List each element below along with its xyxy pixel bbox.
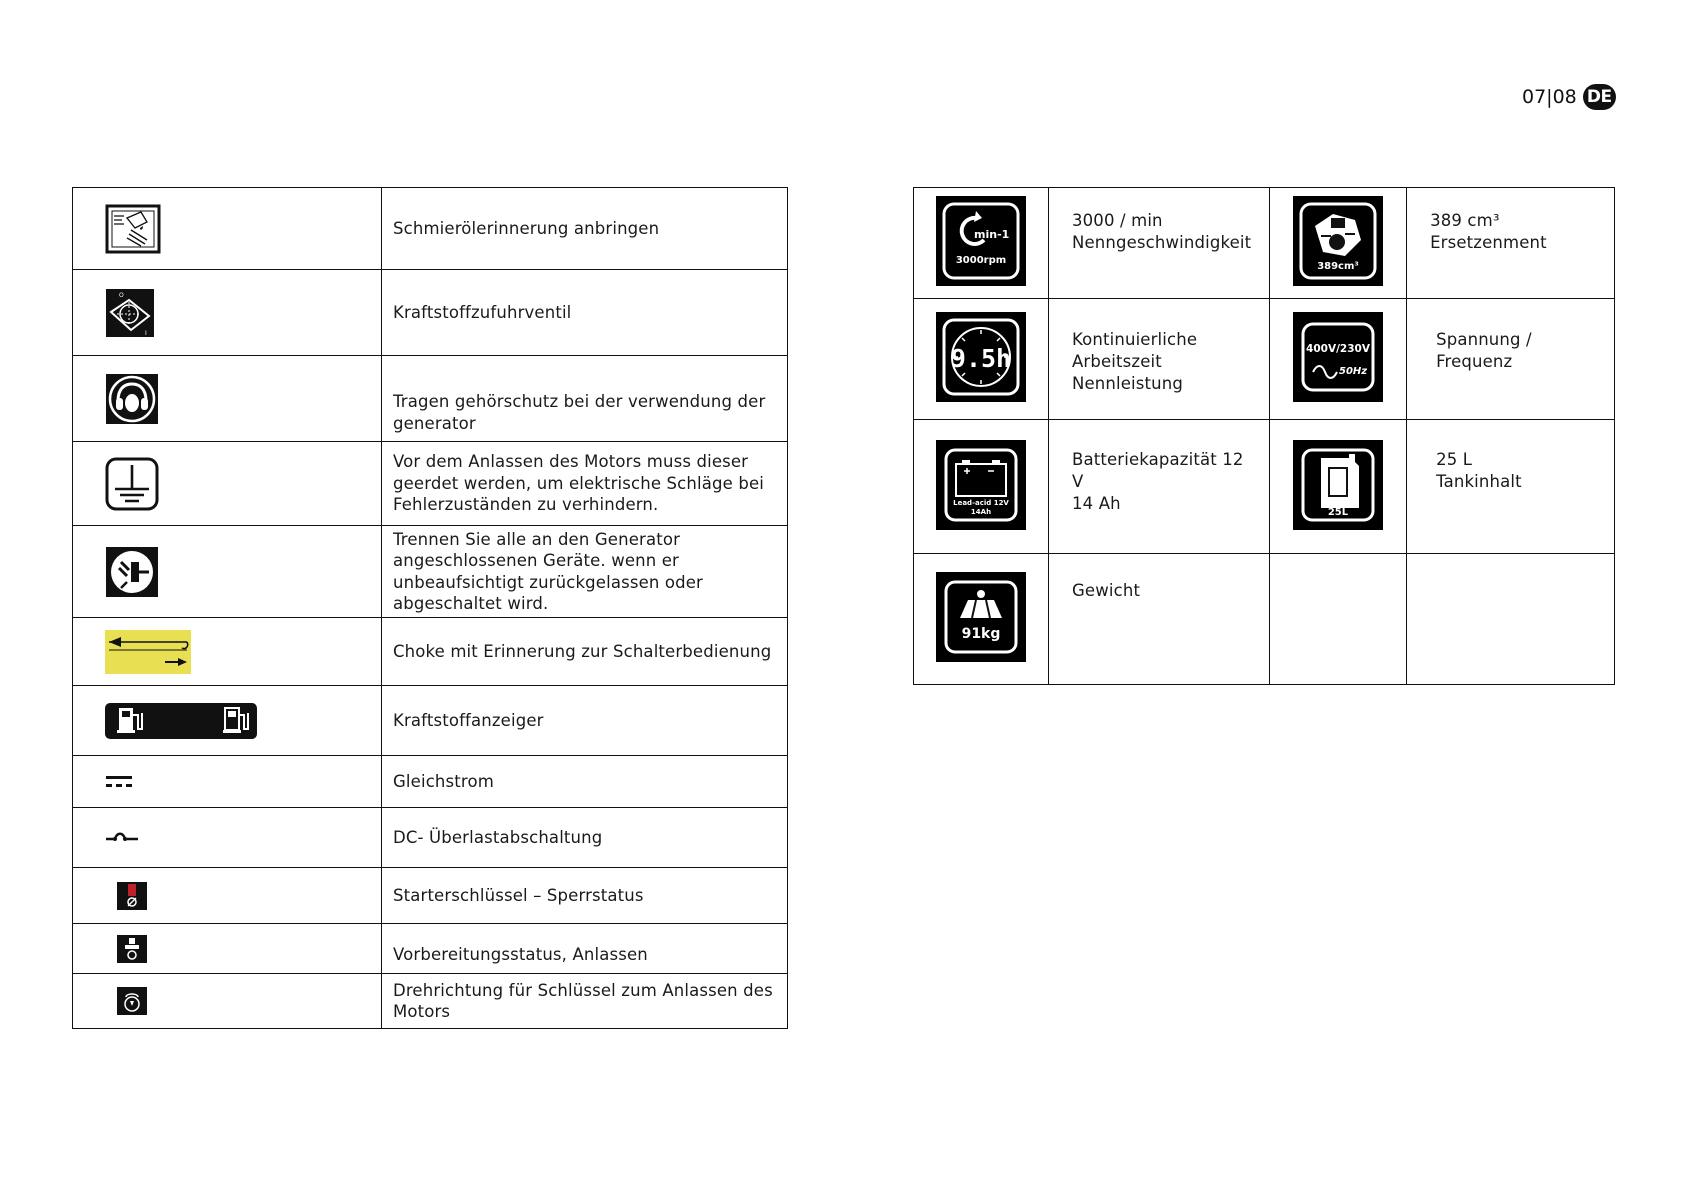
- ground-icon: [105, 457, 159, 511]
- battery-type-text: Lead-acid 12V: [953, 498, 1009, 507]
- weight-label: Gewicht: [1072, 581, 1141, 600]
- icon-cell: [1270, 188, 1407, 299]
- speed-tile: [936, 196, 1026, 286]
- table-row: [73, 924, 788, 974]
- voltage-label: Spannung / Frequenz: [1436, 330, 1532, 371]
- engine-icon: [1293, 196, 1383, 286]
- voltage-icon-text: 400V/230V: [1306, 343, 1371, 355]
- empty-cell: [1270, 554, 1407, 685]
- empty-cell: [1407, 554, 1615, 685]
- displacement-value: 389 cm³: [1430, 211, 1500, 230]
- weight-icon-text: 91kg: [961, 626, 1001, 642]
- fuel-tank-icon: [1293, 440, 1383, 530]
- icon-cell: [1270, 420, 1407, 554]
- icon-cell: [914, 188, 1049, 299]
- displacement-label: Ersetzenment: [1430, 233, 1547, 252]
- table-row: [73, 618, 788, 686]
- description-cell: Gleichstrom: [382, 756, 788, 808]
- battery-icon: [936, 440, 1026, 530]
- weight-icon: [936, 572, 1026, 662]
- description-cell: Kraftstoffanzeiger: [382, 686, 788, 756]
- table-row: [73, 808, 788, 868]
- description-cell: [1407, 188, 1615, 299]
- icon-cell: [73, 756, 382, 808]
- speed-value: 3000 / min: [1072, 211, 1163, 230]
- specs-table-right: [913, 187, 1615, 685]
- description-cell: [1407, 420, 1615, 554]
- description-cell: [1049, 299, 1270, 420]
- battery-capacity: 14 Ah: [1072, 494, 1121, 513]
- language-badge: DE: [1583, 84, 1616, 110]
- page-number-area: [1522, 84, 1616, 110]
- description-cell: DC- Überlastabschaltung: [382, 808, 788, 868]
- description-cell: Kraftstoffzufuhrventil: [382, 270, 788, 356]
- weight-tile: [936, 572, 1026, 662]
- symbols-table-left: [72, 187, 788, 1029]
- runtime-line1: Kontinuierliche: [1072, 330, 1198, 349]
- description-cell: [1407, 299, 1615, 420]
- description-cell: Choke mit Erinnerung zur Schalterbedienung: [382, 618, 788, 686]
- tank-icon-text: 25L: [1327, 506, 1349, 518]
- runtime-line3: Nennleistung: [1072, 374, 1183, 393]
- oil-reminder-icon: [105, 204, 161, 254]
- voltage-icon: [1293, 312, 1383, 402]
- runtime-icon: [936, 312, 1026, 402]
- description-cell: Schmierölerinnerung anbringen: [382, 188, 788, 270]
- frequency-icon-text: 50Hz: [1339, 366, 1368, 377]
- icon-cell: [73, 808, 382, 868]
- runtime-tile: [936, 312, 1026, 402]
- icon-cell: [73, 526, 382, 618]
- table-row: [73, 356, 788, 442]
- unplug-icon: [105, 546, 159, 598]
- description-cell: Tragen gehörschutz bei der verwendung der generator: [382, 356, 788, 442]
- battery-icon-text: 14Ah: [970, 507, 992, 516]
- description-cell: [1049, 554, 1270, 685]
- runtime-icon-text: 9.5h: [950, 344, 1012, 373]
- icon-cell: [914, 299, 1049, 420]
- table-row: [914, 420, 1615, 554]
- icon-cell: [73, 270, 382, 356]
- speed-unit-text: min-1: [974, 228, 1010, 241]
- icon-cell: [73, 356, 382, 442]
- speed-label: Nenngeschwindigkeit: [1072, 233, 1252, 252]
- description-cell: [1049, 420, 1270, 554]
- displacement-tile: [1293, 196, 1383, 286]
- runtime-line2: Arbeitszeit: [1072, 352, 1162, 371]
- icon-cell: [73, 868, 382, 924]
- battery-value: Batteriekapazität 12 V: [1072, 450, 1244, 491]
- table-row: [73, 868, 788, 924]
- icon-cell: [73, 924, 382, 974]
- key-prepare-icon: [117, 935, 147, 963]
- tank-tile: [1293, 440, 1383, 530]
- description-cell: Drehrichtung für Schlüssel zum Anlassen des Motors: [382, 974, 788, 1029]
- icon-cell: [73, 618, 382, 686]
- key-rotation-icon: [117, 987, 147, 1015]
- table-row: [73, 686, 788, 756]
- table-row: [73, 442, 788, 526]
- tank-value: 25 L: [1436, 450, 1473, 469]
- icon-cell: [1270, 299, 1407, 420]
- table-row: [914, 299, 1615, 420]
- svg-text:I: I: [145, 329, 147, 337]
- icon-cell: [73, 188, 382, 270]
- battery-tile: [936, 440, 1026, 530]
- dc-icon: [105, 774, 133, 790]
- icon-cell: [73, 442, 382, 526]
- fuel-valve-icon: [105, 288, 155, 338]
- speed-icon-text: 3000rpm: [955, 255, 1007, 266]
- description-cell: [1049, 188, 1270, 299]
- table-row: [73, 188, 788, 270]
- description-cell: Vor dem Anlassen des Motors muss dieser geerdet werden, um elektrische Schläge bei Fehlerzuständen zu verhindern.: [382, 442, 788, 526]
- svg-text:O: O: [119, 291, 124, 299]
- description-cell: Trennen Sie alle an den Generator angeschlossenen Geräte. wenn er unbeaufsichtigt zurückgelassen oder abgeschaltet wird.: [382, 526, 788, 618]
- table-row: [73, 526, 788, 618]
- speed-icon: [936, 196, 1026, 286]
- ear-protection-icon: [105, 373, 159, 425]
- table-row: [73, 270, 788, 356]
- icon-cell: [914, 554, 1049, 685]
- key-lock-icon: [117, 882, 147, 910]
- table-row: [914, 554, 1615, 685]
- tank-label: Tankinhalt: [1436, 472, 1522, 491]
- icon-cell: [914, 420, 1049, 554]
- table-row: [73, 756, 788, 808]
- description-cell: Vorbereitungsstatus, Anlassen: [382, 924, 788, 974]
- description-cell: Starterschlüssel – Sperrstatus: [382, 868, 788, 924]
- dc-overload-icon: [105, 830, 139, 846]
- table-row: [914, 188, 1615, 299]
- icon-cell: [73, 686, 382, 756]
- page-number: 07|08: [1522, 86, 1577, 108]
- voltage-tile: [1293, 312, 1383, 402]
- table-row: [73, 974, 788, 1029]
- fuel-gauge-icon: [105, 703, 257, 739]
- displacement-icon-text: 389cm³: [1317, 261, 1359, 272]
- choke-icon: [105, 630, 191, 674]
- icon-cell: [73, 974, 382, 1029]
